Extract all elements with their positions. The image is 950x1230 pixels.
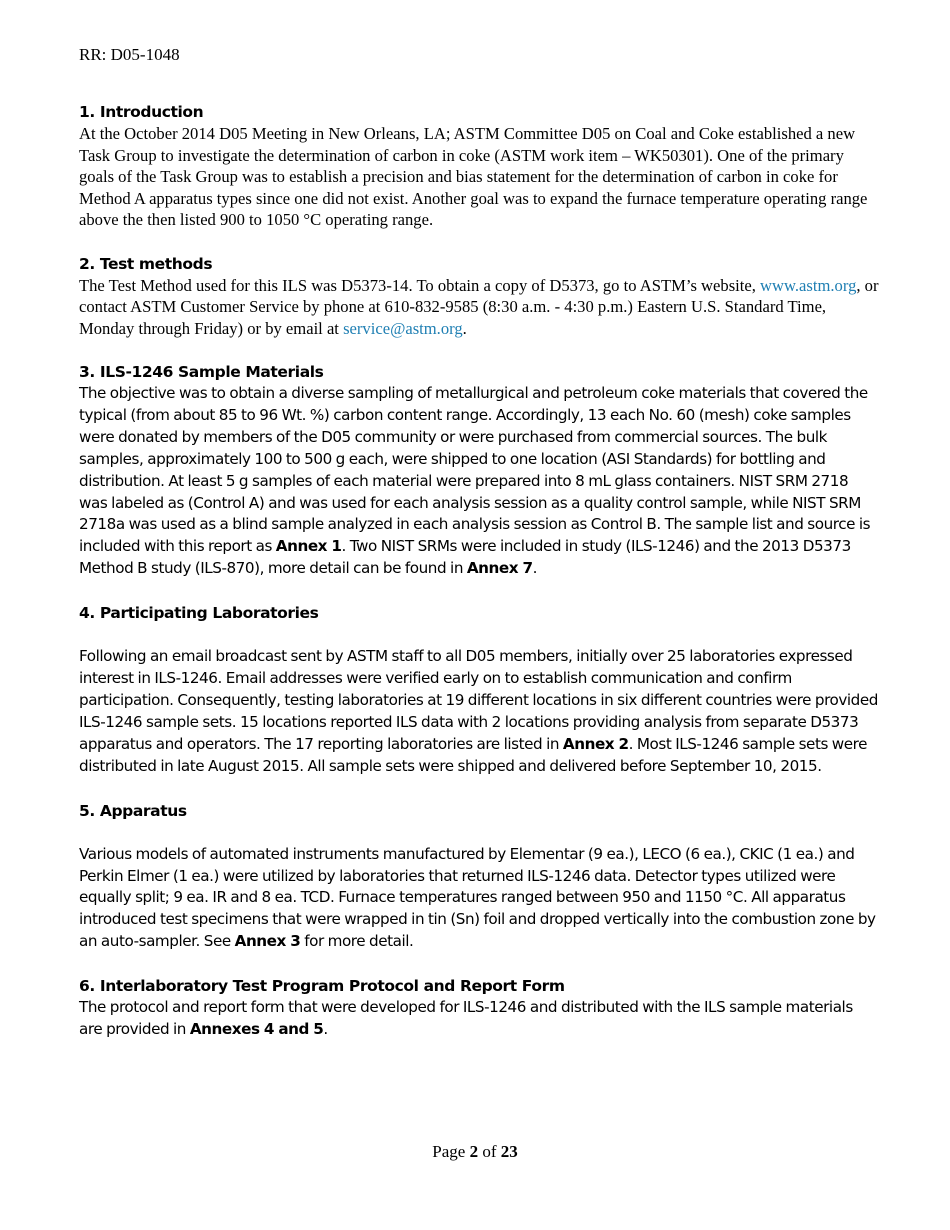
- section-paragraph: [79, 383, 879, 580]
- page-footer: [0, 1142, 950, 1162]
- annex-reference: Annex 1: [275, 537, 342, 556]
- section-paragraph: [79, 275, 879, 340]
- section-title: 2. Test methods: [79, 254, 213, 273]
- annex-reference: Annex 2: [562, 734, 629, 753]
- section-paragraph: [79, 997, 879, 1041]
- page-total: 23: [500, 1142, 518, 1161]
- paragraph-text: Various models of automated instruments manufactured by Elementar (9 ea.), LECO (6 ea.), CKIC (1 ea.) and Perkin Elmer (1 ea.) were utilized by laboratories that returned ILS-1246 data. Detector types utilized were equally split; 9 ea. IR and 8 ea. TCD. Furnace temperatures ranged between 950 and 1150 °C. All apparatus introduced test specimens that were wrapped in tin (Sn) foil and dropped vertically into the combustion zone by an auto-sampler. See: [79, 844, 876, 951]
- section-title: 1. Introduction: [79, 103, 204, 121]
- section-protocol: [79, 975, 879, 1041]
- report-id: RR: D05-1048: [79, 45, 180, 64]
- section-paragraph: At the October 2014 D05 Meeting in New Orleans, LA; ASTM Committee D05 on Coal and Coke established a new Task Group to investigate the determination of carbon in coke (ASTM work item – WK50301). One of the primary goals of the Task Group was to establish a precision and bias statement for the determination of carbon in coke for Method A apparatus types since one did not exist. Another goal was to expand the furnace temperature operating range above the then listed 900 to 1050 °C operating range.: [79, 124, 868, 229]
- paragraph-text: The protocol and report form that were developed for ILS-1246 and distributed with the ILS sample materials are provided in: [79, 998, 853, 1039]
- paragraph-text: The objective was to obtain a diverse sampling of metallurgical and petroleum coke materials that covered the typical (from about 85 to 96 Wt. %) carbon content range. Accordingly, 13 each No. 60 (mesh) coke samples were donated by members of the D05 community or were purchased from commercial sources. The bulk samples, approximately 100 to 500 g each, were shipped to one location (ASI Standards) for bottling and distribution. At least 5 g samples of each material were prepared into 8 mL glass containers. NIST SRM 2718 was labeled as (Control A) and was used for each analysis session as a quality control sample, while NIST SRM 2718a was used as a blind sample analyzed in each analysis session as Control B. The sample list and source is included with this report as: [79, 384, 871, 556]
- section-title: 5. Apparatus: [79, 801, 187, 820]
- paragraph-text: , or contact ASTM Customer Service by phone at 610-832-9585 (8:30 a.m. - 4:30 p.m.) Eastern U.S. Standard Time, Monday through Friday) or by email at: [79, 275, 879, 338]
- paragraph-text: . Most ILS-1246 sample sets were distributed in late August 2015. All sample sets were shipped and delivered before September 10, 2015.: [79, 734, 868, 775]
- section-introduction: [79, 101, 879, 231]
- of-label: of: [478, 1142, 501, 1161]
- paragraph-text: .: [323, 1020, 328, 1039]
- section-test-methods: [79, 253, 879, 340]
- section-apparatus: [79, 800, 879, 954]
- section-paragraph: [79, 646, 879, 777]
- section-title: 4. Participating Laboratories: [79, 604, 319, 623]
- page-number: 2: [469, 1142, 479, 1161]
- section-title: 6. Interlaboratory Test Program Protocol and Report Form: [79, 977, 565, 996]
- section-sample-materials: [79, 361, 879, 580]
- section-title: 3. ILS-1246 Sample Materials: [79, 363, 324, 381]
- document-body: [79, 101, 879, 1041]
- service-email-link[interactable]: service@astm.org: [343, 318, 463, 338]
- paragraph-text: .: [462, 318, 467, 338]
- astm-website-link[interactable]: www.astm.org: [760, 275, 857, 295]
- annex-reference: Annexes 4 and 5: [189, 1020, 324, 1039]
- annex-reference: Annex 3: [234, 932, 301, 951]
- paragraph-text: for more detail.: [300, 932, 414, 951]
- section-paragraph: [79, 844, 879, 954]
- page-label: Page: [432, 1142, 470, 1161]
- section-participating-laboratories: [79, 602, 879, 777]
- paragraph-text: .: [532, 559, 537, 578]
- paragraph-text: The Test Method used for this ILS was D5373-14. To obtain a copy of D5373, go to ASTM’s website,: [79, 275, 761, 295]
- annex-reference: Annex 7: [466, 559, 533, 578]
- paragraph-text: . Two NIST SRMs were included in study (ILS-1246) and the 2013 D5373 Method B study (ILS-870), more detail can be found in: [79, 537, 851, 578]
- paragraph-text: Following an email broadcast sent by ASTM staff to all D05 members, initially over 25 laboratories expressed interest in ILS-1246. Email addresses were verified early on to establish communication and confirm participation. Consequently, testing laboratories at 19 different locations in six different countries were provided ILS-1246 sample sets. 15 locations reported ILS data with 2 locations providing analysis from separate D5373 apparatus and operators. The 17 reporting laboratories are listed in: [79, 647, 878, 753]
